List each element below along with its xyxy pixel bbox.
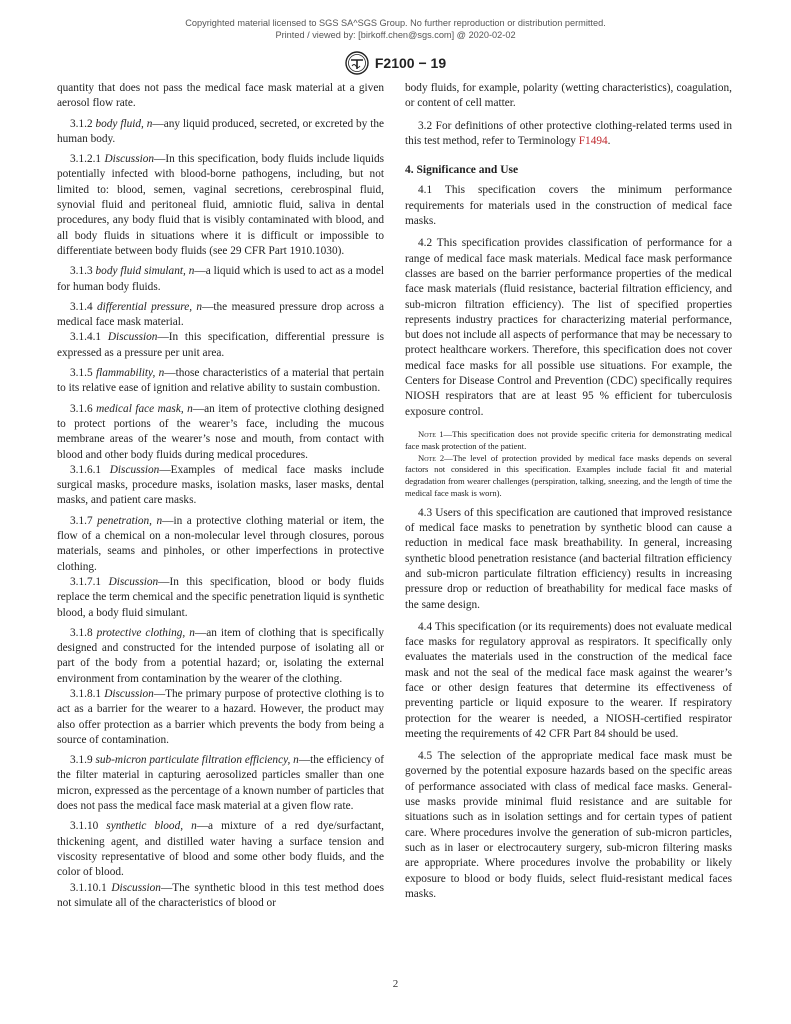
definition-3-1-4: 3.1.4 differential pressure, n—the measured pressure drop across a medical face mask material. (57, 300, 384, 329)
definition-3-1-8: 3.1.8 protective clothing, n—an item of clothing that is specifically designed and constructed for the intended purpose of isolating all or part of the body from a potential hazard; or, isolating the external environment from contamination by the wearer of the clothing. (57, 626, 384, 685)
page-number: 2 (392, 978, 399, 990)
definition-3-1-5: 3.1.5 flammability, n—those characteristics of a material that pertain to its relative ease of ignition and relative ability to sustain combustion. (57, 367, 384, 395)
definition-3-1-3: 3.1.3 body fluid simulant, n—a liquid which is used to act as a model for human body fluids. (57, 265, 384, 293)
document-header (0, 51, 791, 75)
paragraph: quantity that does not pass the medical face mask material at a given aerosol flow rate. (57, 82, 384, 110)
copyright-line: Copyrighted material licensed to SGS SA^SGS Group. No further reproduction or distribution permitted. (185, 18, 606, 28)
discussion-3-1-10-1: 3.1.10.1 Discussion—The synthetic blood in this test method does not simulate all of the characteristics of blood or (57, 881, 384, 909)
notes (405, 429, 732, 500)
discussion-3-1-7-1: 3.1.7.1 Discussion—In this specification, blood or body fluids replace the term chemical and the specific penetration liquid is synthetic blood, a body fluid simulant. (57, 575, 385, 619)
left-column (57, 81, 384, 911)
note-2: Note 2—The level of protection provided by medical face masks depends on several factors not considered in this specification. Examples include facial fit and material degradation from wearer challenges (perspiration, talking, sneezing, and the length of time the medical face mask is worn). (405, 452, 732, 498)
discussion-3-1-6-1: 3.1.6.1 Discussion—Examples of medical face masks include surgical masks, procedure masks, isolation masks, laser masks, dental masks, and patient care masks. (57, 463, 384, 507)
astm-logo-icon (345, 51, 369, 75)
paragraph-3-2: 3.2 For definitions of other protective clothing-related terms used in this test method, refer to Terminology F1494. (405, 119, 732, 147)
copyright-notice (0, 17, 791, 41)
paragraph-4-3: 4.3 Users of this specification are cautioned that improved resistance of medical face masks to penetration by synthetic blood can cause a reduction in medical face mask breathability. In general, increasing synthetic blood penetration resistance (and bacterial filtration efficiency and sub-micron particulate filtration efficiency) results in increasing pressure drop or reduction of breathability for medical face masks of the same design. (405, 506, 732, 611)
designation: F2100 − 19 (374, 55, 447, 71)
definition-3-1-9: 3.1.9 sub-micron particulate filtration efficiency, n—the efficiency of the filter material in capturing aerosolized particles smaller than one micron, expressed as the percentage of a known number of particles that does not pass the medical face mask material at a given flow rate. (57, 754, 385, 813)
printed-by-line: Printed / viewed by: [birkoff.chen@sgs.com] @ 2020-02-02 (275, 30, 516, 40)
definition-3-1-2: 3.1.2 body fluid, n—any liquid produced, secreted, or excreted by the human body. (57, 117, 385, 145)
paragraph-4-2: 4.2 This specification provides classification of performance for a range of medical face mask materials. Medical face mask performance classes are based on the barrier performance properties of the medical face mask materials (fluid resistance, bacterial filtration efficiency, and sub-micron filtration efficiency). The list of specified properties represents industry practices for characterizing material performance, but does not include all aspects of performance that may be necessary to protect healthcare workers. Therefore, this specification does not cover medical face masks for all possible use situations. For example, the Centers for Disease Control and Prevention (CDC) specifically requires NIOSH respirators that are at least 95 % efficient for tuberculosis exposure control. (405, 237, 732, 418)
paragraph-4-4: 4.4 This specification (or its requirements) does not evaluate medical face masks for regulatory approval as respirators. It specifically only evaluates the materials used in the construction of the medical face mask and not the seal of the medical face mask against the wearer’s face or other design features that determine its effectiveness of preventing particle or liquid exposure to the wearer. If respiratory protection for the wearer is needed, a NIOSH-certified respirator meeting the requirements of 42 CFR Part 84 should be used. (405, 620, 732, 740)
right-column (405, 81, 732, 902)
definition-3-1-10: 3.1.10 synthetic blood, n—a mixture of a red dye/surfactant, thickening agent, and distilled water having a surface tension and viscosity representative of blood and some other body fluids, and the color of blood. (57, 820, 385, 879)
paragraph: body fluids, for example, polarity (wetting characteristics), coagulation, or content of cell matter. (405, 82, 732, 110)
discussion-3-1-8-1: 3.1.8.1 Discussion—The primary purpose of protective clothing is to act as a barrier for the wearer to a hazard. However, the product may also offer protection as a barrier which prevents the body from being a source of contamination. (57, 687, 385, 746)
note-1: Note 1—This specification does not provide specific criteria for demonstrating medical face mask protection of the patient. (405, 428, 732, 451)
f1494-link[interactable]: F1494 (578, 134, 608, 147)
section-heading: 4. Significance and Use (405, 164, 519, 177)
discussion-3-1-4-1: 3.1.4.1 Discussion—In this specification, differential pressure is expressed as a pressure per unit area. (57, 331, 385, 359)
definition-3-1-6: 3.1.6 medical face mask, n—an item of protective clothing designed to protect portions of the wearer’s face, including the mucous membrane areas of the wearer’s nose and mouth, from contact with blood and other body fluids during medical procedures. (57, 402, 384, 461)
paragraph-4-5: 4.5 The selection of the appropriate medical face mask must be governed by the potential exposure hazards based on the specific areas of performance associated with class of medical face masks. General-use masks provide minimal fluid resistance and are suitable for situations such as in isolation settings and for certain types of patient care. Where procedures involve the generation of sub-micron particles, such as in laser or electrocautery surgery, sub-micron filtering masks are appropriate. Where procedures involve the probability or likely exposure to blood or body fluids, select fluid-resistant medical faces masks. (405, 750, 732, 900)
paragraph-4-1: 4.1 This specification covers the minimum performance requirements for materials used in the construction of medical face masks. (405, 184, 732, 228)
definition-3-1-7: 3.1.7 penetration, n—in a protective clothing material or item, the flow of a chemical on a non-molecular level through closures, porous materials, seams and pinholes, or other imperfections in protective clothing. (57, 514, 384, 573)
discussion-3-1-2-1: 3.1.2.1 Discussion—In this specification, body fluids include liquids potentially infected with blood-borne pathogens, including, but not limited to: blood, semen, vaginal secretions, cerebrospinal fluid, synovial fluid and peritoneal fluid, amniotic fluid, saliva in dental procedures, any body fluid that is visibly contaminated with blood, and all body fluids in situations where it is difficult or impossible to differentiate between body fluids (see 29 CFR Part 1910.1030). (57, 153, 384, 257)
